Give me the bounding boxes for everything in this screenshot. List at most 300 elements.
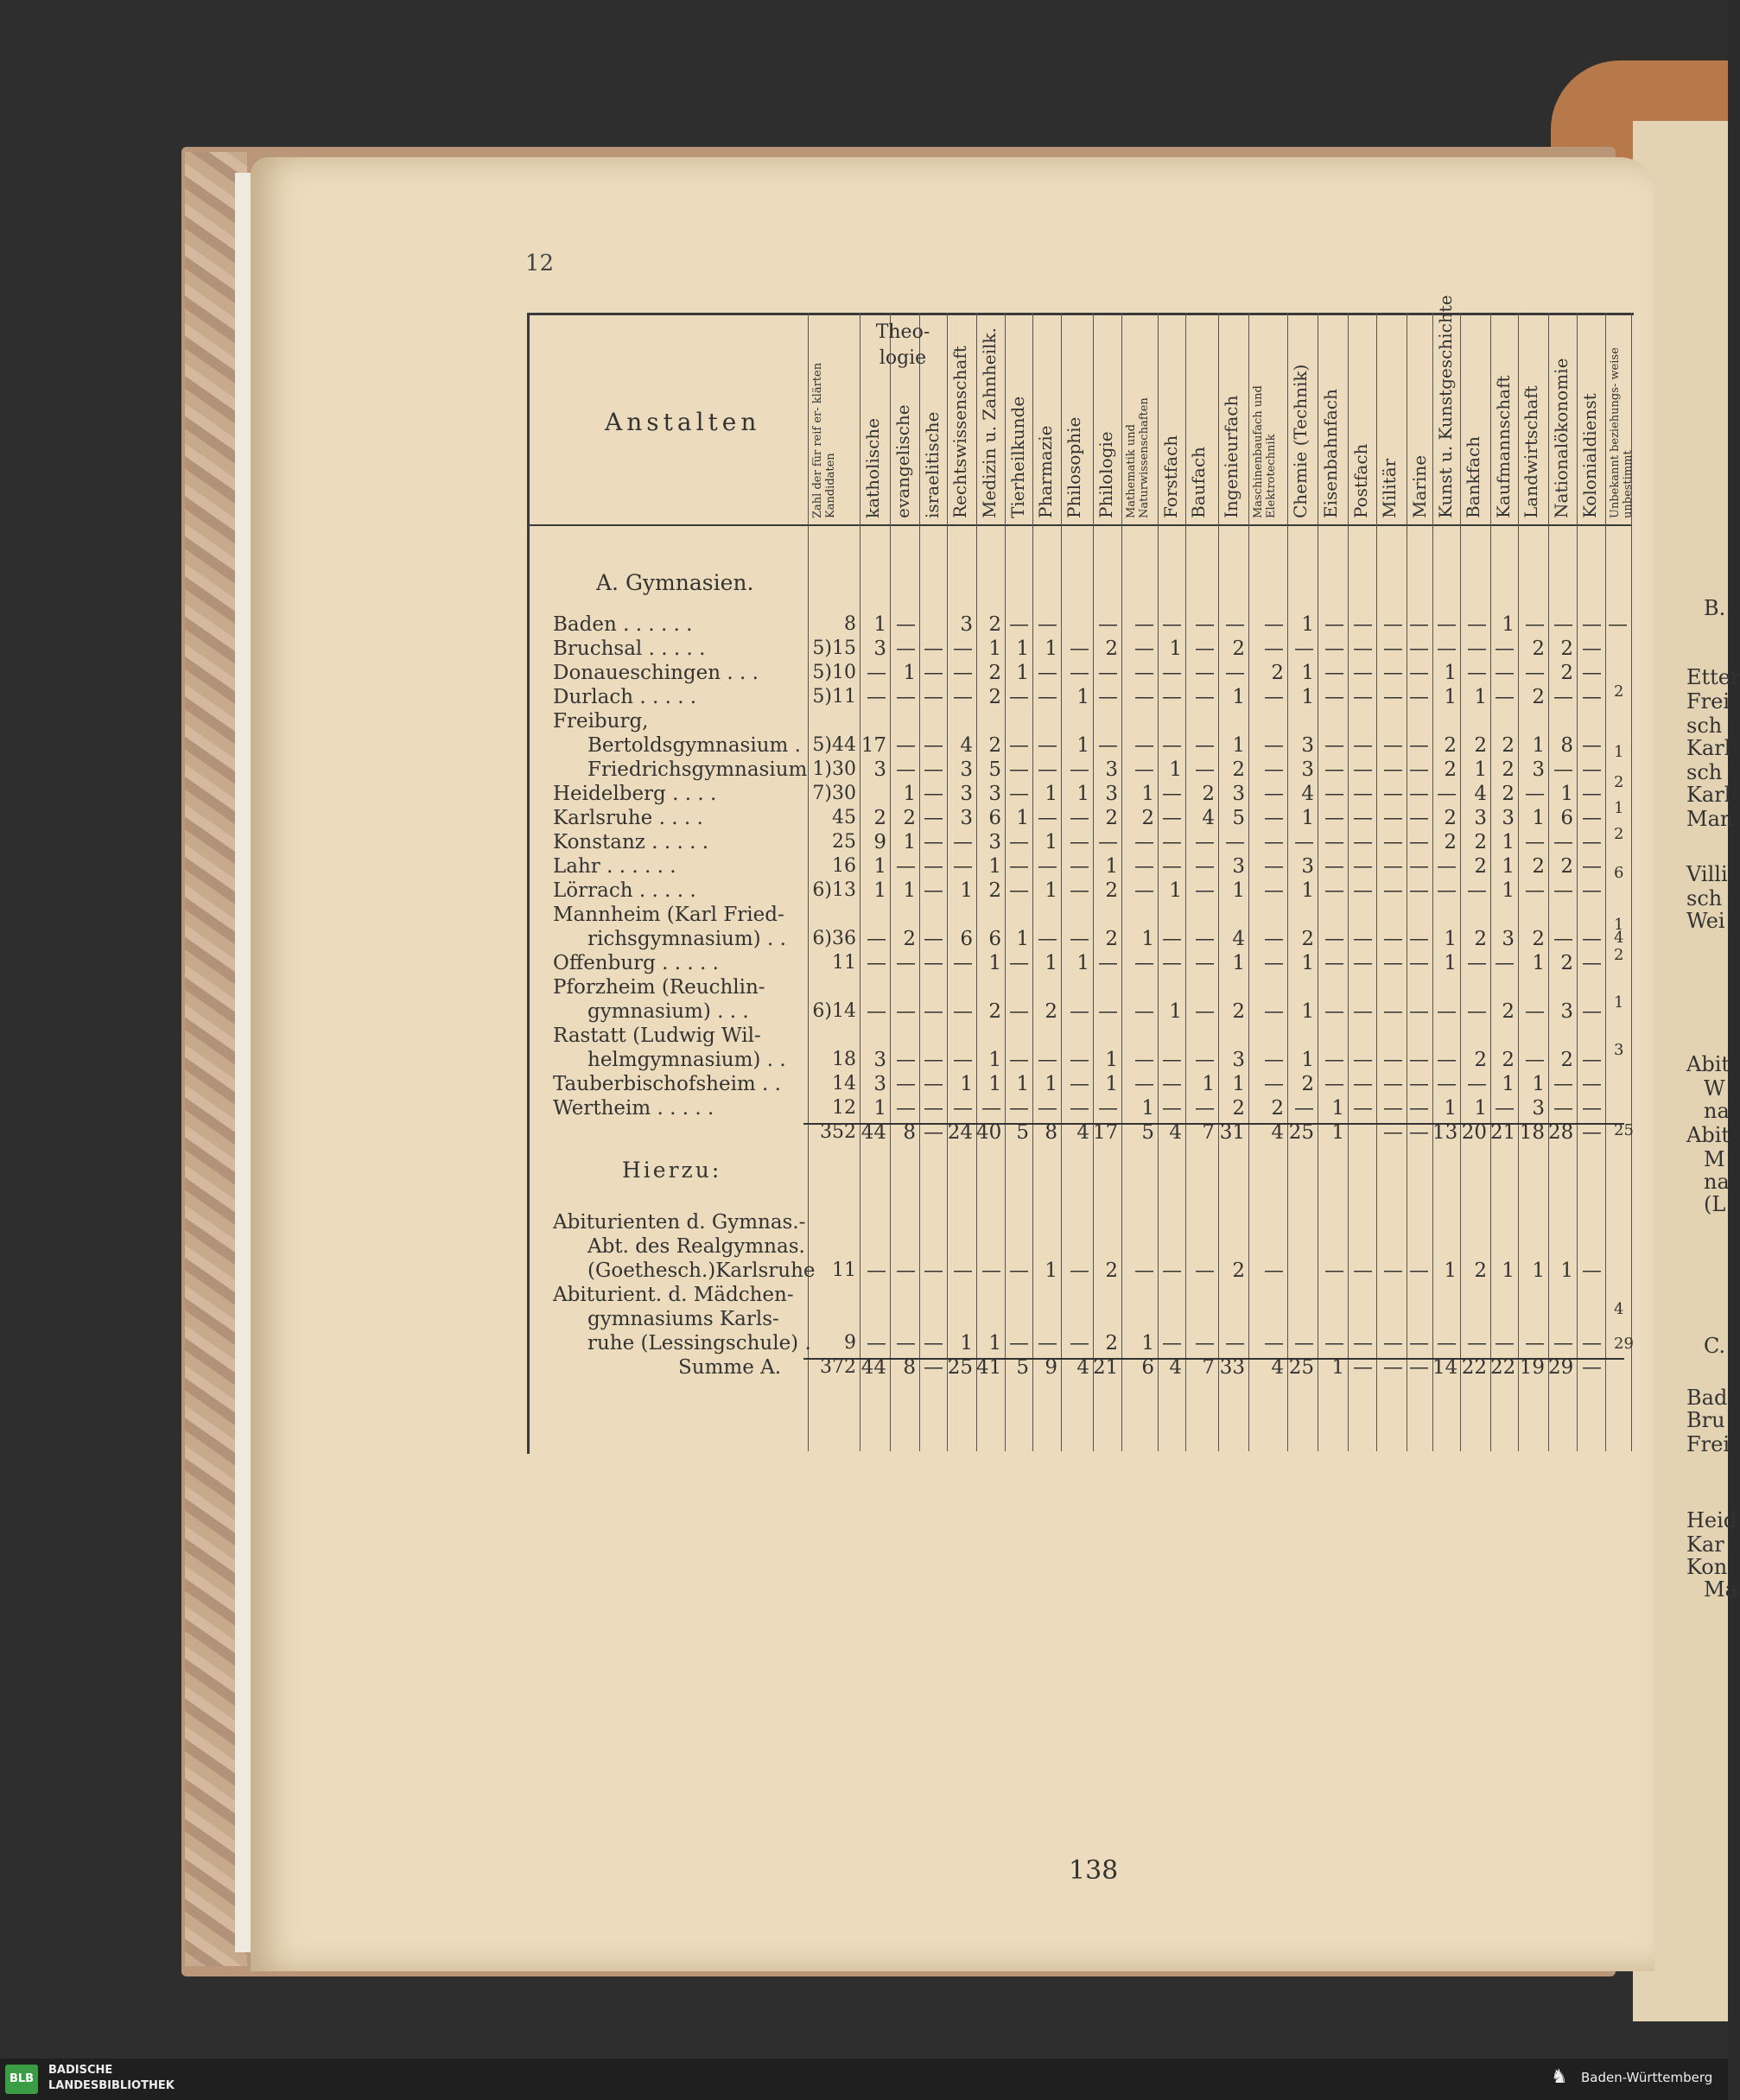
facing-page-fragment: sch [1686, 760, 1723, 784]
table-cell: — [953, 638, 973, 660]
table-cell: — [1264, 1332, 1284, 1355]
table-cell: — [1264, 1259, 1284, 1282]
facing-page-fragment: Kon [1686, 1555, 1728, 1579]
table-cell: — [1383, 613, 1403, 636]
table-cell: — [1383, 1073, 1403, 1095]
table-cell: 1 [1016, 662, 1029, 684]
table-cell: — [1409, 952, 1429, 974]
table-cell: 2 [1232, 1259, 1245, 1282]
table-cell: 1 [903, 662, 916, 684]
table-cell: 1 [1474, 686, 1487, 708]
column-header: Kolonialdienst [1579, 393, 1600, 518]
table-cell: — [1525, 1000, 1545, 1023]
table-cell: — [1070, 1073, 1089, 1095]
table-cell: — [1383, 1121, 1403, 1144]
table-cell: 1 [1502, 831, 1515, 853]
table-cell: 2 [988, 879, 1001, 902]
row-label: helmgymnasium) . . [587, 1049, 786, 1071]
table-cell: — [1134, 613, 1154, 636]
column-header: Eisenbahnfach [1320, 389, 1341, 518]
table-cell: 2 [1271, 662, 1284, 684]
table-cell: — [1009, 783, 1029, 805]
table-cell: 2 [988, 734, 1001, 757]
table-cell: — [1582, 831, 1602, 853]
table-cell: 44 [860, 1356, 886, 1379]
table-cell: — [1324, 758, 1344, 781]
table-cell: 2 [988, 662, 1001, 684]
table-cell: — [1162, 1097, 1182, 1120]
table-row [553, 1308, 1633, 1332]
table-cell: — [1162, 613, 1182, 636]
table-cell: 5)11 [812, 686, 856, 707]
table-cell: — [1495, 1332, 1515, 1355]
table-cell: — [1409, 758, 1429, 781]
table-cell: 14 [1432, 1356, 1458, 1379]
table-cell: 2 [903, 807, 916, 829]
table-cell: — [981, 1097, 1001, 1120]
table-cell: — [1383, 1000, 1403, 1023]
table-row [553, 613, 1633, 638]
column-header: Bankfach [1463, 435, 1483, 518]
table-cell: 29 [1548, 1356, 1574, 1379]
table-cell: 3 [873, 1073, 886, 1095]
table-cell: — [1409, 1000, 1429, 1023]
theologie-header: Theo- logie [875, 321, 930, 369]
page-bottom-number: 138 [1069, 1856, 1119, 1886]
table-cell: — [1467, 1332, 1487, 1355]
table-cell: — [1264, 855, 1284, 878]
table-cell: — [924, 831, 943, 853]
table-cell: 2 [1301, 928, 1314, 950]
table-cell: — [1038, 686, 1057, 708]
table-cell: — [1353, 662, 1373, 684]
section-a-heading: A. Gymnasien. [596, 570, 754, 595]
table-cell: — [1134, 1073, 1154, 1095]
row-label: Friedrichsgymnasium [587, 758, 808, 781]
table-cell: — [1437, 638, 1457, 660]
table-cell: — [1070, 1049, 1089, 1071]
table-cell: 1 [1560, 783, 1573, 805]
table-cell: 1 [1532, 1259, 1545, 1282]
table-cell: — [867, 928, 886, 950]
table-cell: — [1225, 1332, 1245, 1355]
column-header: Pharmazie [1035, 425, 1056, 518]
table-cell: — [1495, 952, 1515, 974]
table-cell: — [1495, 638, 1515, 660]
table-cell: 1 [1532, 1073, 1545, 1095]
table-cell: — [1324, 613, 1344, 636]
table-cell: — [1225, 831, 1245, 853]
table-header-divider [527, 524, 1631, 526]
table-cell: 6 [988, 807, 1001, 829]
table-row [553, 807, 1633, 831]
table-cell: 3 [1474, 807, 1487, 829]
table-cell: — [924, 879, 943, 902]
table-cell: 1 [1232, 952, 1245, 974]
facing-page-number: 2 [1614, 825, 1624, 843]
table-cell: 1 [988, 1073, 1001, 1095]
table-cell: — [896, 613, 916, 636]
table-cell: — [1409, 831, 1429, 853]
table-cell: — [1038, 613, 1057, 636]
table-cell: — [867, 952, 886, 974]
table-cell: 2 [1202, 783, 1215, 805]
table-cell: 1 [1169, 758, 1182, 781]
table-cell: 1 [1444, 686, 1457, 708]
table-cell: 2 [1141, 807, 1154, 829]
table-row [553, 1284, 1633, 1308]
table-cell: — [924, 952, 943, 974]
table-cell: 1 [1141, 783, 1154, 805]
table-cell: — [1324, 1073, 1344, 1095]
table-cell: — [1525, 831, 1545, 853]
table-cell: — [1409, 686, 1429, 708]
table-cell: 1 [1045, 879, 1057, 902]
blb-logo[interactable]: BLB [5, 2065, 38, 2094]
table-cell: 1 [1076, 686, 1089, 708]
table-cell: 3 [1232, 1049, 1245, 1071]
table-cell: 8 [1045, 1121, 1057, 1144]
table-row [553, 855, 1633, 879]
table-cell: 1 [1016, 638, 1029, 660]
table-cell: 2 [988, 686, 1001, 708]
facing-page-number: 29 [1614, 1335, 1634, 1353]
table-cell: 2 [1105, 928, 1118, 950]
table-cell: — [1195, 734, 1215, 757]
table-cell: — [1324, 638, 1344, 660]
table-cell: 4 [1271, 1356, 1284, 1379]
table-cell: — [896, 686, 916, 708]
table-cell: — [1070, 662, 1089, 684]
table-cell: — [1353, 1356, 1373, 1379]
table-cell: 2 [1444, 807, 1457, 829]
table-cell: — [1264, 758, 1284, 781]
table-cell: — [1195, 879, 1215, 902]
table-row [553, 1097, 1633, 1121]
table-cell: 25 [947, 1356, 973, 1379]
table-cell: — [1162, 1332, 1182, 1355]
table-cell: — [1437, 1332, 1457, 1355]
facing-page-fragment: Wei [1686, 909, 1725, 933]
table-cell: — [1525, 1332, 1545, 1355]
table-row [553, 1211, 1633, 1235]
table-cell: — [867, 686, 886, 708]
table-cell: 1 [1105, 1073, 1118, 1095]
column-header: Medizin u. Zahnheilk. [979, 327, 1000, 518]
table-cell: — [1553, 758, 1573, 781]
table-cell: — [1195, 662, 1215, 684]
table-cell: — [896, 1332, 916, 1355]
table-cell: 3 [873, 758, 886, 781]
table-cell: 1 [1301, 1049, 1314, 1071]
table-cell: — [1553, 686, 1573, 708]
table-cell: 1 [903, 831, 916, 853]
table-cell: 1 [1076, 952, 1089, 974]
column-header: Marine [1409, 454, 1430, 518]
table-cell: — [1409, 1356, 1429, 1379]
table-cell: — [1467, 613, 1487, 636]
table-cell: — [1009, 613, 1029, 636]
table-cell: — [1038, 758, 1057, 781]
table-cell: 22 [1461, 1356, 1487, 1379]
table-cell: — [1324, 1332, 1344, 1355]
table-cell: — [1134, 879, 1154, 902]
table-cell: 1 [960, 1332, 973, 1355]
table-cell: 4 [1169, 1356, 1182, 1379]
table-cell: — [1324, 855, 1344, 878]
table-cell: 14 [832, 1073, 856, 1094]
table-cell: 4 [1202, 807, 1215, 829]
table-cell: — [1409, 1049, 1429, 1071]
table-cell: 2 [1474, 1049, 1487, 1071]
table-cell: — [896, 758, 916, 781]
table-row [553, 1235, 1633, 1259]
column-header: Postfach [1350, 443, 1371, 518]
table-cell: — [1162, 855, 1182, 878]
table-cell: — [924, 1000, 943, 1023]
table-cell: — [896, 855, 916, 878]
table-cell: — [1437, 613, 1457, 636]
table-cell: — [1582, 1049, 1602, 1071]
table-cell: — [1162, 686, 1182, 708]
facing-page-number: 1 [1614, 993, 1624, 1012]
table-cell: — [1409, 662, 1429, 684]
table-cell: — [1162, 734, 1182, 757]
table-cell: — [867, 1000, 886, 1023]
row-label: Baden . . . . . . [553, 613, 693, 636]
table-cell: — [924, 1259, 943, 1282]
row-label: Abt. des Realgymnas. [587, 1235, 805, 1258]
table-cell: 1 [1444, 1097, 1457, 1120]
table-cell: 5 [1016, 1121, 1029, 1144]
table-cell: 6)36 [812, 928, 856, 949]
table-cell: — [1383, 952, 1403, 974]
table-cell: — [1353, 1259, 1373, 1282]
table-cell: 2 [1502, 758, 1515, 781]
row-label: Mannheim (Karl Fried- [553, 904, 784, 926]
table-cell: 13 [1432, 1121, 1458, 1144]
table-cell: 1 [1444, 1259, 1457, 1282]
table-cell: — [1409, 928, 1429, 950]
table-cell: 2 [1502, 734, 1515, 757]
table-cell: — [1467, 952, 1487, 974]
table-cell: 1 [1016, 807, 1029, 829]
facing-page-number: 4 [1614, 929, 1624, 947]
table-cell: — [1582, 613, 1602, 636]
table-cell: — [1134, 831, 1154, 853]
table-cell: — [924, 1073, 943, 1095]
table-cell: 4 [1076, 1121, 1089, 1144]
table-cell: 1 [1301, 1000, 1314, 1023]
row-label: Offenburg . . . . . [553, 952, 719, 974]
table-cell: — [1070, 758, 1089, 781]
facing-page-number: 2 [1614, 946, 1624, 964]
facing-page-fragment: (L [1704, 1192, 1726, 1216]
table-cell: 2 [1105, 879, 1118, 902]
table-cell: — [1070, 1332, 1089, 1355]
table-cell: 3 [1232, 783, 1245, 805]
column-header: Philosophie [1064, 416, 1084, 518]
table-cell: 4 [1474, 783, 1487, 805]
table-cell: — [1582, 783, 1602, 805]
table-cell: 3 [1232, 855, 1245, 878]
table-cell: 9 [873, 831, 886, 853]
table-cell: — [1437, 855, 1457, 878]
table-cell: 1 [1105, 1049, 1118, 1071]
table-cell: — [1162, 831, 1182, 853]
table-cell: 11 [832, 1259, 856, 1281]
table-cell: — [1383, 807, 1403, 829]
table-row [553, 1073, 1633, 1097]
facing-page-fragment: na [1704, 1099, 1730, 1123]
table-cell: — [1409, 1259, 1429, 1282]
table-cell: 8 [903, 1121, 916, 1144]
table-cell: — [1467, 638, 1487, 660]
table-cell: 1 [1045, 783, 1057, 805]
table-row [553, 928, 1633, 952]
table-cell: — [953, 1259, 973, 1282]
facing-page-fragment: Villi [1686, 862, 1728, 886]
row-label: Karlsruhe . . . . [553, 807, 703, 829]
row-label: Abiturient. d. Mädchen- [553, 1284, 794, 1306]
table-cell: 4 [960, 734, 973, 757]
table-cell: — [1582, 1097, 1602, 1120]
table-cell: — [1264, 686, 1284, 708]
library-name-line1: BADISCHE [48, 2064, 113, 2077]
table-cell: 2 [1474, 928, 1487, 950]
table-cell: — [1553, 1073, 1573, 1095]
facing-page-fragment: Frei [1686, 1432, 1730, 1456]
table-row [553, 1259, 1633, 1284]
table-cell: 352 [820, 1121, 856, 1143]
table-cell: 1 [873, 613, 886, 636]
facing-page-number: 1 [1614, 743, 1624, 761]
table-cell: — [1553, 1332, 1573, 1355]
table-cell: 1 [1045, 952, 1057, 974]
table-cell: 2 [988, 613, 1001, 636]
table-cell: 1 [1301, 952, 1314, 974]
table-cell: — [1070, 879, 1089, 902]
table-cell: 2 [1502, 1049, 1515, 1071]
table-cell: — [1409, 613, 1429, 636]
table-cell: 1 [988, 952, 1001, 974]
table-cell: — [1353, 1000, 1373, 1023]
table-cell: — [1582, 1356, 1602, 1379]
table-cell: — [1582, 686, 1602, 708]
table-cell: — [1324, 662, 1344, 684]
table-cell: 1 [988, 1332, 1001, 1355]
table-cell: 1 [1301, 686, 1314, 708]
table-cell: — [1134, 1049, 1154, 1071]
table-cell: — [1553, 1097, 1573, 1120]
table-cell: — [1070, 1097, 1089, 1120]
table-cell: — [1353, 879, 1373, 902]
facing-page-number: 6 [1614, 864, 1624, 882]
table-cell: 1 [1444, 928, 1457, 950]
table-cell: — [1098, 662, 1118, 684]
table-cell: — [1195, 1332, 1215, 1355]
table-cell: 1 [1045, 1073, 1057, 1095]
table-cell: 1 [988, 638, 1001, 660]
table-cell: — [1353, 638, 1373, 660]
row-label: Heidelberg . . . . [553, 783, 717, 805]
table-cell: — [896, 734, 916, 757]
table-cell: — [1134, 855, 1154, 878]
column-header: evangelische [892, 404, 913, 518]
table-cell: 1 [1331, 1097, 1344, 1120]
facing-page-number: 1 [1614, 916, 1624, 934]
column-header: Maschinenbaufach und Elektrotechnik [1252, 385, 1278, 518]
facing-page-number: 3 [1614, 1041, 1624, 1059]
row-label: ruhe (Lessingschule) . [587, 1332, 811, 1355]
row-label: gymnasium) . . . [587, 1000, 749, 1023]
table-cell: — [1525, 1049, 1545, 1071]
facing-page-fragment: sch [1686, 714, 1723, 738]
table-cell: — [1437, 1000, 1457, 1023]
table-cell: — [1383, 855, 1403, 878]
table-cell: — [924, 928, 943, 950]
row-label: Freiburg, [553, 710, 649, 733]
table-cell: 4 [1271, 1121, 1284, 1144]
table-cell: — [1553, 831, 1573, 853]
facing-page-fragment: C. [1704, 1334, 1726, 1358]
table-cell: 4 [1076, 1356, 1089, 1379]
table-cell: 1 [1232, 879, 1245, 902]
table-cell: — [1195, 1097, 1215, 1120]
table-cell: — [1409, 807, 1429, 829]
table-cell: — [1264, 807, 1284, 829]
table-cell: — [1134, 686, 1154, 708]
column-header: Rechtswissenschaft [949, 346, 970, 518]
table-cell: — [1582, 807, 1602, 829]
table-cell: 41 [976, 1356, 1002, 1379]
table-cell: — [1009, 1097, 1029, 1120]
table-cell: 2 [1105, 638, 1118, 660]
table-cell: 3 [1502, 807, 1515, 829]
table-cell: 6 [960, 928, 973, 950]
table-cell: 3 [988, 783, 1001, 805]
table-cell: — [1264, 638, 1284, 660]
table-cell: — [1608, 613, 1628, 636]
table-cell: — [1383, 638, 1403, 660]
table-cell: 24 [947, 1121, 973, 1144]
table-cell: 372 [820, 1356, 856, 1378]
table-cell: — [1009, 855, 1029, 878]
table-cell: 7 [1202, 1356, 1215, 1379]
table-cell: — [1098, 1097, 1118, 1120]
table-cell: — [953, 855, 973, 878]
state-label[interactable]: Baden-Württemberg [1581, 2070, 1713, 2085]
table-cell: 5)10 [812, 662, 856, 683]
table-cell: — [953, 831, 973, 853]
row-label: Lahr . . . . . . [553, 855, 676, 878]
table-cell: 1 [988, 855, 1001, 878]
facing-page-number: 25 [1614, 1121, 1634, 1139]
facing-page-fragment: Bad [1686, 1386, 1728, 1410]
table-cell: — [1353, 1332, 1373, 1355]
table-cell: — [1009, 758, 1029, 781]
table-cell: — [1437, 1073, 1457, 1095]
table-cell: — [867, 1259, 886, 1282]
table-cell: 1 [1532, 807, 1545, 829]
table-cell: — [1383, 1097, 1403, 1120]
facing-page-number: 4 [1614, 1300, 1624, 1318]
table-cell: 2 [1232, 1000, 1245, 1023]
table-cell: — [1353, 686, 1373, 708]
table-cell: — [1009, 686, 1029, 708]
facing-page-number: 2 [1614, 773, 1624, 791]
table-cell: 3 [1532, 1097, 1545, 1120]
